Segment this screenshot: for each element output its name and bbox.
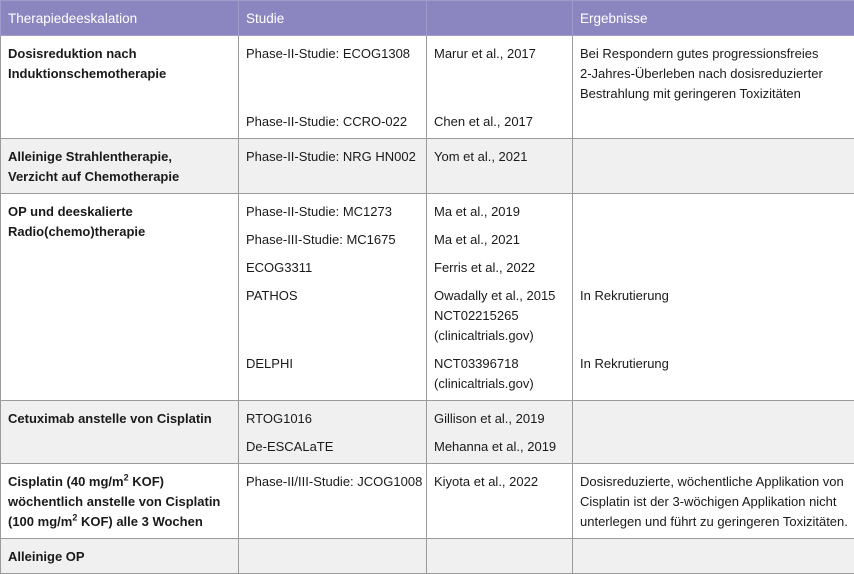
study-entry [246,147,419,167]
result-entry [580,202,847,222]
result-text: In Rekrutierung [580,354,847,374]
table-row [1,401,854,464]
study-entry [246,472,419,532]
reference-text: Ferris et al., 2022 [434,258,565,278]
therapy-cell [1,401,239,464]
therapy-line: Induktionschemotherapie [8,64,231,84]
result-text: Dosisreduzierte, wöchentliche Applikation von [580,472,847,492]
study-entry [246,409,419,429]
reference-entry [434,112,565,132]
table-row [1,36,854,139]
result-text: unterlegen und führt zu geringeren Toxizitäten. [580,512,847,532]
study-entry [246,286,419,346]
study-name: Phase-II-Studie: MC1273 [246,202,419,222]
therapy-line: Alleinige OP [8,547,231,567]
reference-entry [434,202,565,222]
result-entry [580,286,847,346]
reference-cell [427,464,573,539]
result-entry [580,472,847,532]
study-name: ECOG3311 [246,258,419,278]
therapy-line: (100 $mg/m^2$ KOF) alle 3 Wochen [8,512,231,532]
results-cell [573,194,854,401]
header-study: Studie [239,1,427,36]
therapy-cell [1,36,239,139]
reference-text: NCT03396718 [434,354,565,374]
study-entry [246,112,419,132]
reference-text: Ma et al., 2021 [434,230,565,250]
table-row [1,139,854,194]
study-entry [246,258,419,278]
reference-entry [434,258,565,278]
therapy-line: Cetuximab anstelle von Cisplatin [8,409,231,429]
study-name: De-ESCALaTE [246,437,419,457]
study-cell [239,401,427,464]
reference-entry [434,354,565,394]
therapy-line: wöchentlich anstelle von Cisplatin [8,492,231,512]
header-therapy: Therapiedeeskalation [1,1,239,36]
reference-cell [427,139,573,194]
result-entry [580,44,847,104]
therapy-cell [1,194,239,401]
reference-entry [434,230,565,250]
study-name: Phase-III-Studie: MC1675 [246,230,419,250]
study-name: Phase-II-Studie: NRG HN002 [246,147,419,167]
result-entry [580,409,847,429]
table-row [1,464,854,539]
therapy-line: Radio(chemo)therapie [8,222,231,242]
reference-text: NCT02215265 [434,306,565,326]
study-name: DELPHI [246,354,419,374]
reference-text: Kiyota et al., 2022 [434,472,565,492]
study-name: Phase-II/III-Studie: JCOG1008 [246,472,419,492]
results-cell [573,464,854,539]
reference-text: Marur et al., 2017 [434,44,565,64]
reference-text: Mehanna et al., 2019 [434,437,565,457]
study-cell [239,36,427,139]
results-cell [573,36,854,139]
reference-text: (clinicaltrials.gov) [434,374,565,394]
study-cell [239,139,427,194]
study-cell [239,539,427,574]
study-name: Phase-II-Studie: CCRO-022 [246,112,419,132]
study-entry [246,230,419,250]
reference-cell [427,36,573,139]
reference-entry [434,409,565,429]
therapy-line: Verzicht auf Chemotherapie [8,167,231,187]
results-cell [573,401,854,464]
study-name: Phase-II-Studie: ECOG1308 [246,44,419,64]
result-text: In Rekrutierung [580,286,847,306]
result-text: Bestrahlung mit geringeren Toxizitäten [580,84,847,104]
study-name: RTOG1016 [246,409,419,429]
reference-entry [434,437,565,457]
therapy-line: Alleinige Strahlentherapie, [8,147,231,167]
reference-cell [427,539,573,574]
therapy-line: Dosisreduktion nach [8,44,231,64]
table-row [1,194,854,401]
study-entry [246,354,419,394]
results-cell [573,539,854,574]
therapy-cell [1,464,239,539]
result-text: Bei Respondern gutes progressionsfreies [580,44,847,64]
study-cell [239,194,427,401]
study-entry [246,437,419,457]
result-entry [580,230,847,250]
result-entry [580,147,847,167]
reference-text: Ma et al., 2019 [434,202,565,222]
reference-text: (clinicaltrials.gov) [434,326,565,346]
result-text: Cisplatin ist der 3-wöchigen Applikation nicht [580,492,847,512]
header-row [1,1,854,36]
reference-cell [427,401,573,464]
study-name: PATHOS [246,286,419,306]
reference-entry [434,472,565,532]
result-entry [580,112,847,132]
reference-entry [434,286,565,346]
reference-entry [434,147,565,167]
table-row [1,539,854,574]
reference-entry [434,44,565,104]
therapy-line: OP und deeskalierte [8,202,231,222]
study-entry [246,202,419,222]
result-entry [580,354,847,394]
reference-text: Gillison et al., 2019 [434,409,565,429]
reference-cell [427,194,573,401]
header-results: Ergebnisse [573,1,854,36]
superscript: 2 [72,513,77,523]
result-entry [580,258,847,278]
superscript: 2 [124,473,129,483]
result-text: 2-Jahres-Überleben nach dosisreduzierter [580,64,847,84]
header-reference [427,1,573,36]
study-cell [239,464,427,539]
reference-text: Owadally et al., 2015 [434,286,565,306]
reference-text: Chen et al., 2017 [434,112,565,132]
study-entry [246,44,419,104]
therapy-line: Cisplatin (40 $mg/m^2$ KOF) [8,472,231,492]
therapy-cell [1,139,239,194]
result-entry [580,437,847,457]
reference-text: Yom et al., 2021 [434,147,565,167]
therapy-cell [1,539,239,574]
results-cell [573,139,854,194]
